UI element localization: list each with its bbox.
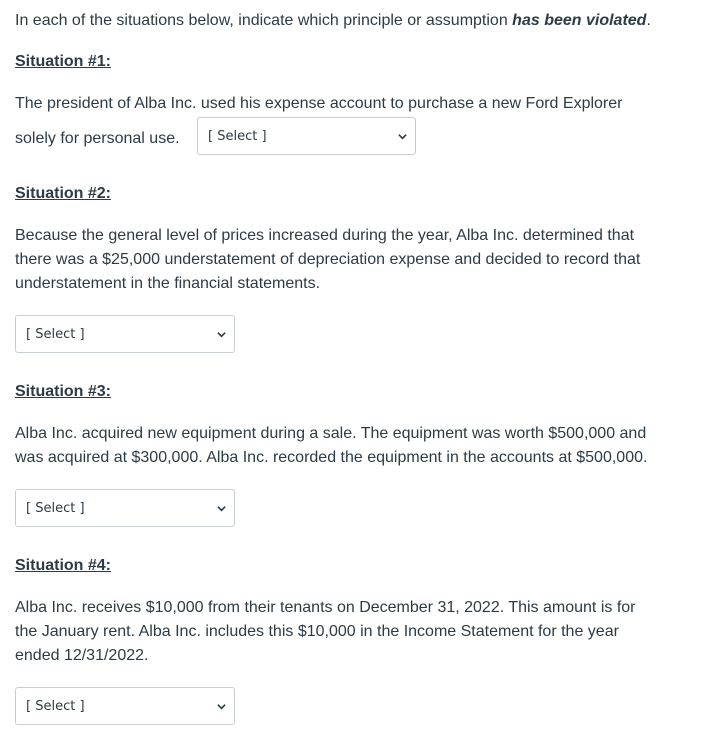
situation-2-select-value: [ Select ] bbox=[26, 326, 85, 342]
situation-2-line-3: understatement in the financial statements. bbox=[15, 275, 321, 292]
situation-3-line-1: Alba Inc. acquired new equipment during a sale. The equipment was worth $500,000 and bbox=[15, 425, 647, 442]
situation-4-select-value: [ Select ] bbox=[26, 698, 85, 714]
situation-1-heading: Situation #1: bbox=[15, 53, 112, 70]
situation-2-heading: Situation #2: bbox=[15, 185, 112, 202]
situation-3-heading: Situation #3: bbox=[15, 383, 112, 400]
situation-2-line-2: there was a $25,000 understatement of depreciation expense and decided to record that bbox=[15, 251, 641, 268]
chevron-down-icon bbox=[217, 504, 226, 513]
question-intro bbox=[15, 0, 651, 31]
chevron-down-icon bbox=[217, 330, 226, 339]
situation-4-line-2: the January rent. Alba Inc. includes this $10,000 in the Income Statement for the year bbox=[15, 623, 619, 640]
situation-4-line-1: Alba Inc. receives $10,000 from their tenants on December 31, 2022. This amount is for bbox=[15, 599, 636, 616]
situation-3-line-2: was acquired at $300,000. Alba Inc. recorded the equipment in the accounts at $500,000. bbox=[15, 449, 648, 466]
situation-3-select[interactable] bbox=[15, 489, 235, 527]
situation-4-select[interactable] bbox=[15, 687, 235, 725]
situation-1-select[interactable] bbox=[197, 117, 416, 155]
situation-1-select-value: [ Select ] bbox=[208, 128, 267, 144]
intro-text: In each of the situations below, indicate which principle or assumption bbox=[15, 12, 513, 29]
situation-1-line-2: solely for personal use. bbox=[15, 130, 180, 147]
intro-period: . bbox=[646, 12, 651, 29]
situation-2-line-1: Because the general level of prices increased during the year, Alba Inc. determined that bbox=[15, 227, 635, 244]
situation-4-heading: Situation #4: bbox=[15, 557, 112, 574]
intro-emphasis: has been violated bbox=[512, 12, 647, 29]
situation-4-line-3: ended 12/31/2022. bbox=[15, 647, 149, 664]
chevron-down-icon bbox=[217, 702, 226, 711]
chevron-down-icon bbox=[398, 132, 407, 141]
situation-3-select-value: [ Select ] bbox=[26, 500, 85, 516]
situation-1-line-1: The president of Alba Inc. used his expense account to purchase a new Ford Explorer bbox=[15, 95, 623, 112]
situation-2-select[interactable] bbox=[15, 315, 235, 353]
